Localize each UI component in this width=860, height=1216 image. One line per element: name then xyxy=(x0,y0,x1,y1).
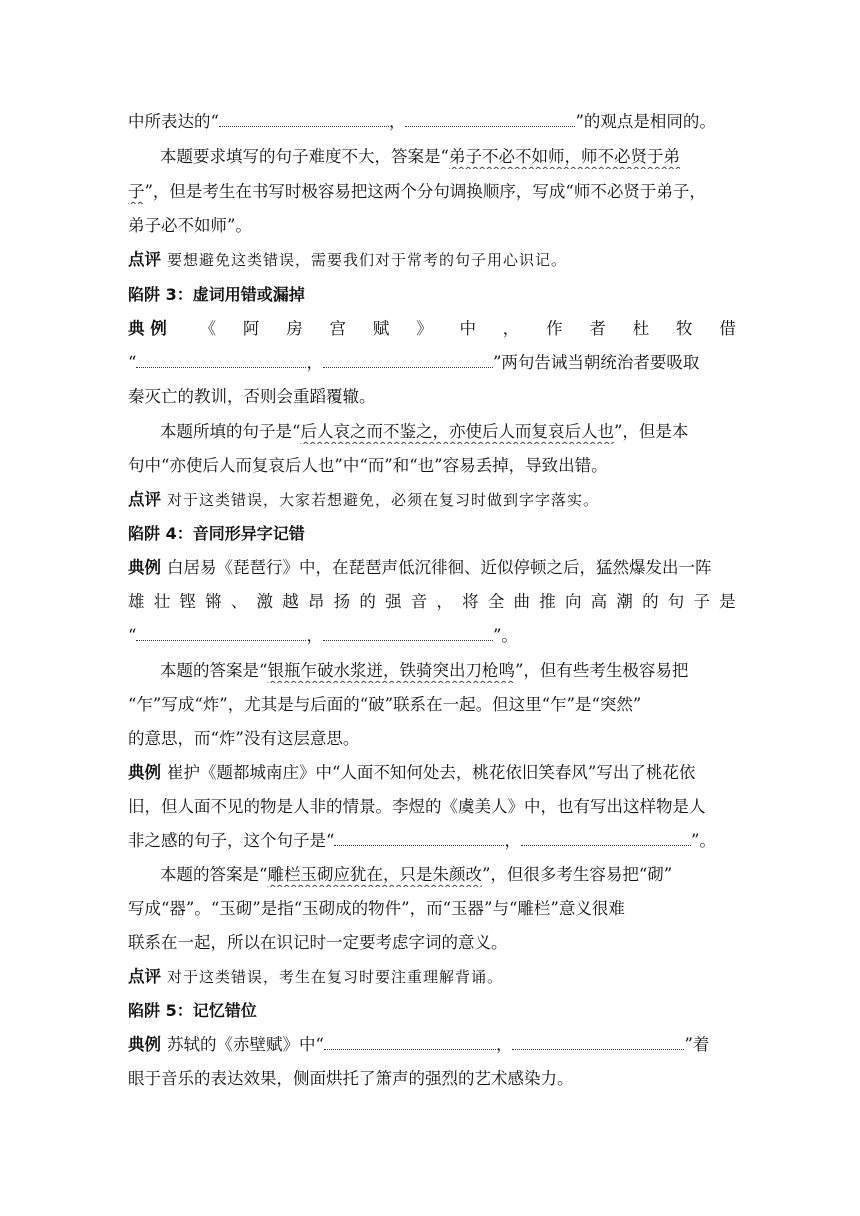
example-line xyxy=(128,556,736,580)
text: ， xyxy=(306,626,323,645)
text: ， xyxy=(495,1035,513,1054)
text: 崔护《题都城南庄》中“人面不知何处去，桃花依旧笑春风”写出了桃花依 xyxy=(167,763,696,782)
text-line: 联系在一起，所以在识记时一定要考虑字词的意义。 xyxy=(128,933,508,952)
char: 强 xyxy=(385,592,402,611)
text: ”着 xyxy=(684,1035,710,1054)
char: 将 xyxy=(462,592,479,611)
example-line xyxy=(128,761,736,785)
text-line xyxy=(160,145,736,169)
char: 者 xyxy=(589,319,606,338)
text: ”，但是考生在书写时极容易把这两个分句调换顺序，写成“师不必贤于弟子， xyxy=(144,182,706,201)
char: 锵 xyxy=(205,592,222,611)
answer-text: 子 xyxy=(128,182,145,201)
example-line xyxy=(128,351,736,375)
section-heading: 陷阱 4：音同形异字记错 xyxy=(128,524,305,543)
text: ”的观点是相同的。 xyxy=(575,112,716,131)
text: ”，但是本 xyxy=(613,422,689,441)
char: 推 xyxy=(539,592,556,611)
answer-text: 后人哀之而不鉴之，亦使后人而复哀后人也 xyxy=(300,422,614,441)
fill-blank xyxy=(324,1033,496,1050)
char: 高 xyxy=(590,592,608,611)
char: 作 xyxy=(546,319,563,338)
example-line: 旧，但人面不见的物是人非的情景。李煜的《虞美人》中，也有写出这样物是人 xyxy=(128,797,706,816)
char: 中 xyxy=(459,319,476,338)
text: 本题要求填写的句子难度不大，答案是“ xyxy=(160,147,449,166)
char: 音 xyxy=(410,592,428,611)
text: 中所表达的“ xyxy=(128,112,219,131)
text-line: 的意思，而“炸”没有这层意思。 xyxy=(128,729,360,748)
char: 牧 xyxy=(676,319,693,338)
char: 是 xyxy=(719,592,736,611)
char: 句 xyxy=(667,592,685,611)
section-heading: 陷阱 5：记忆错位 xyxy=(128,1001,257,1020)
text-line xyxy=(160,659,736,683)
char: 杜 xyxy=(632,319,650,338)
char: 潮 xyxy=(616,592,633,611)
text: ， xyxy=(306,353,323,372)
example-tag: 典 例 xyxy=(128,319,167,338)
text: “ xyxy=(128,626,137,645)
text: 非之感的句子，这个句子是“ xyxy=(128,831,335,850)
text: 苏轼的《赤壁赋》中“ xyxy=(167,1035,324,1054)
char: 昂 xyxy=(307,592,325,611)
char: 曲 xyxy=(513,592,531,611)
text: ”两句告诫当朝统治者要吸取 xyxy=(492,353,700,372)
comment-tag: 点评 xyxy=(128,250,161,269)
char: 借 xyxy=(719,319,736,338)
example-line: 眼于音乐的表达效果，侧面烘托了箫声的强烈的艺术感染力。 xyxy=(128,1069,574,1088)
char: 雄 xyxy=(128,592,145,611)
text: 本题所填的句子是“ xyxy=(160,422,301,441)
example-tag: 典例 xyxy=(128,1035,161,1054)
text: 白居易《琵琶行》中，在琵琶声低沉徘徊、近似停顿之后，猛然爆发出一阵 xyxy=(167,558,712,577)
char: 激 xyxy=(256,592,274,611)
char: 的 xyxy=(642,592,659,611)
text-line xyxy=(160,420,736,444)
answer-text: 雕栏玉砌应犹在，只是朱颜改 xyxy=(267,865,482,884)
example-line: 秦灭亡的教训，否则会重蹈覆辙。 xyxy=(128,387,376,406)
char: ， xyxy=(502,319,520,338)
char: 赋 xyxy=(372,319,390,338)
comment-line xyxy=(128,965,736,989)
fill-blank xyxy=(136,351,306,368)
example-tag: 典例 xyxy=(128,763,161,782)
char: ， xyxy=(436,592,453,611)
char: 子 xyxy=(693,592,710,611)
text: “ xyxy=(128,353,137,372)
comment-text: 要想避免这类错误，需要我们对于常考的句子用心识记。 xyxy=(167,251,568,269)
fill-blank xyxy=(136,624,306,641)
text-line xyxy=(128,110,736,134)
char: 越 xyxy=(282,592,299,611)
fill-blank xyxy=(512,1033,684,1050)
text-line xyxy=(128,180,736,204)
comment-tag: 点评 xyxy=(128,967,161,986)
text: ”，但很多考生容易把“砌” xyxy=(481,865,673,884)
fill-blank xyxy=(405,110,575,127)
text-line: “乍”写成“炸”，尤其是与后面的“破”联系在一起。但这里“乍”是“突然” xyxy=(128,695,642,714)
char: 向 xyxy=(564,592,582,611)
fill-blank xyxy=(219,110,389,127)
char: 铿 xyxy=(179,592,196,611)
comment-line xyxy=(128,248,736,272)
char: 的 xyxy=(359,592,376,611)
text: ”。 xyxy=(690,831,716,850)
comment-line xyxy=(128,488,736,512)
fill-blank xyxy=(323,624,493,641)
comment-tag: 点评 xyxy=(128,490,161,509)
text: ， xyxy=(504,831,521,850)
fill-blank xyxy=(334,829,504,846)
text: ”，但有些考生极容易把 xyxy=(514,661,689,680)
text-line xyxy=(160,863,736,887)
char: 阿 xyxy=(242,319,260,338)
fill-blank xyxy=(323,351,493,368)
text-line: 句中“亦使后人而复哀后人也”中“而”和“也”容易丢掉，导致出错。 xyxy=(128,456,608,475)
text-line: 弟子必不如师”。 xyxy=(128,216,252,235)
example-line xyxy=(128,829,736,853)
comment-text: 对于这类错误，考生在复习时要注重理解背诵。 xyxy=(167,968,504,986)
text: 本题的答案是“ xyxy=(160,865,268,884)
example-tag: 典例 xyxy=(128,558,161,577)
example-line xyxy=(128,624,736,648)
example-line xyxy=(128,317,736,341)
char: 《 xyxy=(199,319,217,338)
section-heading: 陷阱 3：虚词用错或漏掉 xyxy=(128,285,305,304)
example-line xyxy=(128,590,736,614)
char: 壮 xyxy=(153,592,171,611)
text: 本题的答案是“ xyxy=(160,661,268,680)
char: 房 xyxy=(286,319,303,338)
fill-blank xyxy=(521,829,691,846)
char: 宫 xyxy=(329,319,346,338)
char: 、 xyxy=(230,592,248,611)
comment-text: 对于这类错误，大家若想避免，必须在复习时做到字字落实。 xyxy=(167,491,600,509)
text: ”。 xyxy=(492,626,518,645)
answer-text: 银瓶乍破水浆迸，铁骑突出刀枪鸣 xyxy=(267,661,515,680)
text-line: 写成“器”。“玉砌”是指“玉砌成的物件”，而“玉器”与“雕栏”意义很难 xyxy=(128,899,625,918)
answer-text: 弟子不必不如师，师不必贤于弟 xyxy=(448,147,680,166)
text: ， xyxy=(388,112,406,131)
char: 全 xyxy=(487,592,505,611)
char: 》 xyxy=(416,319,433,338)
example-line xyxy=(128,1033,736,1057)
char: 扬 xyxy=(333,592,351,611)
